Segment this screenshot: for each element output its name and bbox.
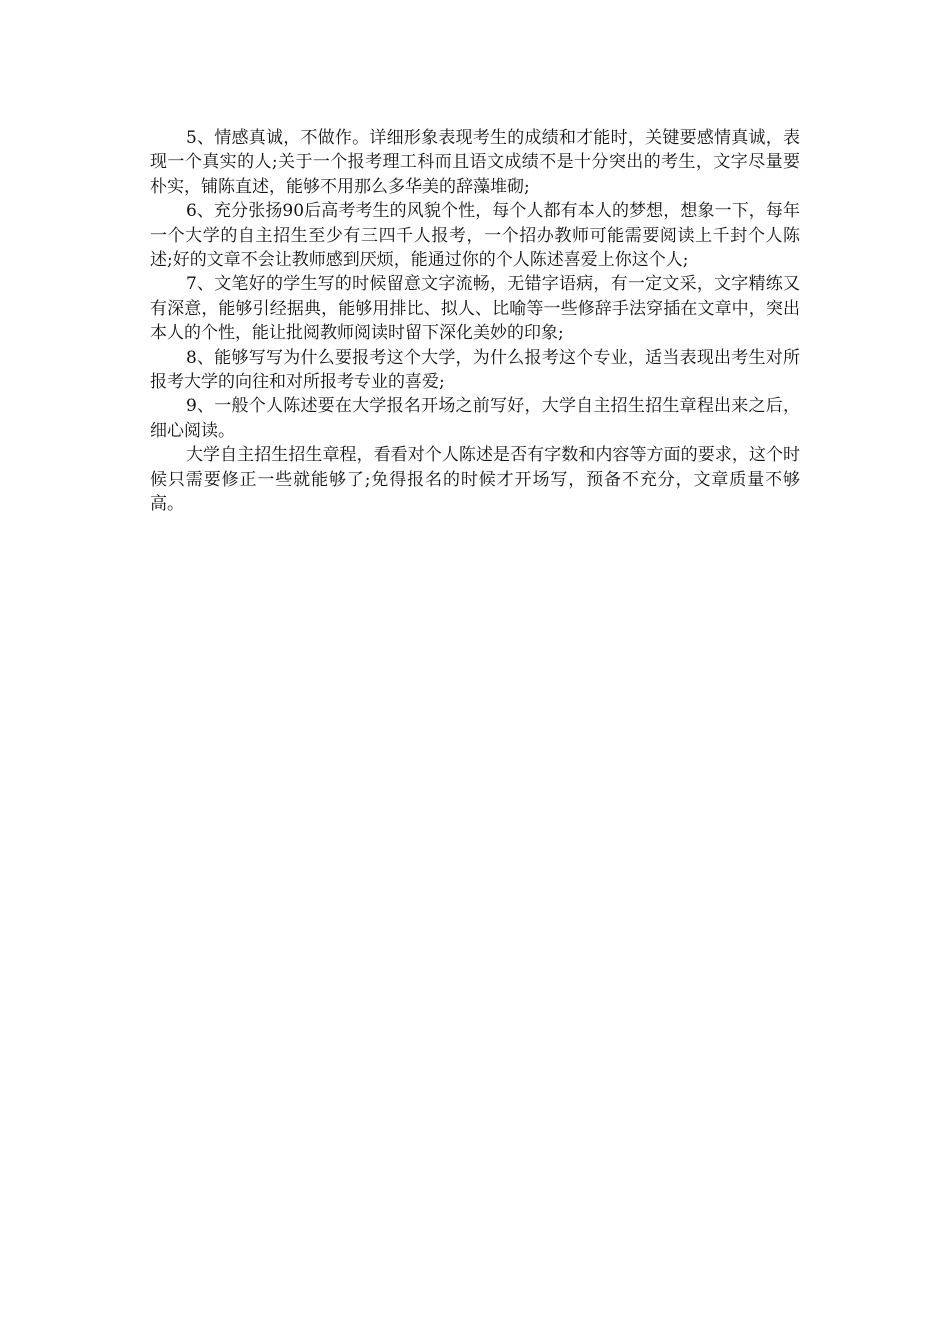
paragraph-closing: 大学自主招生招生章程，看看对个人陈述是否有字数和内容等方面的要求，这个时候只需要修正一些就能够了;免得报名的时候才开场写，预备不充分，文章质量不够高。	[150, 445, 800, 515]
paragraph-8: 8、能够写写为什么要报考这个大学，为什么报考这个专业，适当表现出考生对所报考大学的向往和对所报考专业的喜爱;	[150, 347, 800, 393]
paragraph-9: 9、一般个人陈述要在大学报名开场之前写好，大学自主招生招生章程出来之后，细心阅读。	[150, 396, 800, 441]
paragraph-6: 6、充分张扬90后高考考生的风貌个性，每个人都有本人的梦想，想象一下，每年一个大学的自主招生至少有三四千人报考，一个招办教师可能需要阅读上千封个人陈述;好的文章不会让教师感到厌烦，能通过你的个人陈述喜爱上你这个人;	[150, 201, 800, 271]
paragraph-5: 5、情感真诚，不做作。详细形象表现考生的成绩和才能时，关键要感情真诚，表现一个真实的人;关于一个报考理工科而且语文成绩不是十分突出的考生，文字尽量要朴实，铺陈直述，能够不用那么多华美的辞藻堆砌;	[150, 128, 800, 197]
paragraph-7: 7、文笔好的学生写的时候留意文字流畅，无错字语病，有一定文采，文字精练又有深意，能够引经据典，能够用排比、拟人、比喻等一些修辞手法穿插在文章中，突出本人的个性，能让批阅教师阅读时留下深化美妙的印象;	[150, 274, 800, 344]
document-body	[150, 126, 800, 517]
